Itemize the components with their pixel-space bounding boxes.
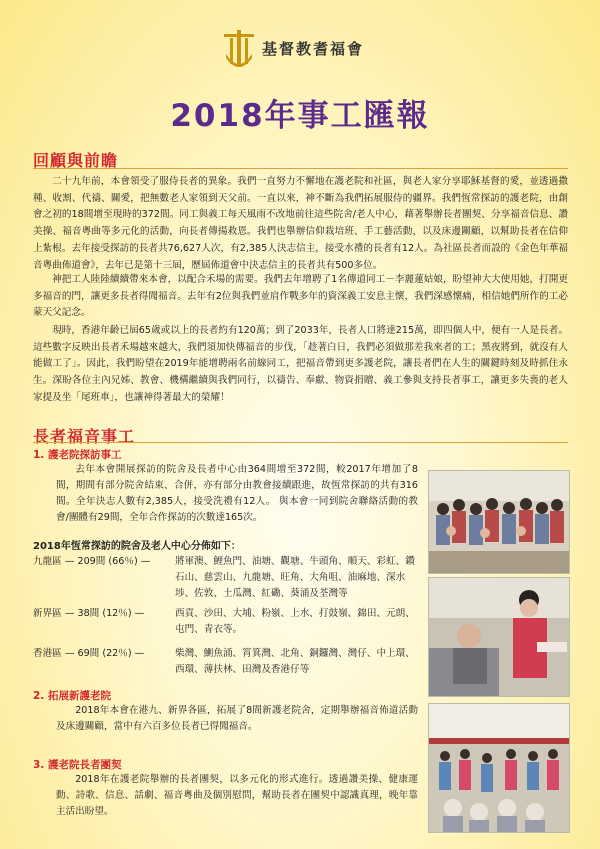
- subsection-text-3: 2018年在護老院舉辦的長者團契，以多元化的形式進行。透過讚美操、健康運動、詩歌、信息、話劇、福音粵曲及個別慰問，幫助長者在團契中認識真理，晚年靠主活出盼望。: [56, 774, 418, 817]
- region-areas: 將軍澳、鯉魚門、油塘、觀塘、牛頭角、順天、彩虹、鑽石山、慈雲山、九龍塘、旺角、大角咀、油麻地、深水埗、佐敦、土瓜灣、紅磡、葵涌及荃灣等: [175, 556, 415, 599]
- page-header: [0, 28, 600, 74]
- distribution-title: 2018年恆常探訪的院舍及老人中心分佈如下：: [33, 541, 241, 552]
- visit-photo: [428, 577, 570, 697]
- subsection-text-2: 2018年本會在港九、新界各區，拓展了8間新護老院舍，定期舉辦福音佈道活動及床邊關顧，當中有六百多位長者已得聞福音。: [56, 705, 418, 732]
- fellowship-photo: [428, 703, 570, 833]
- divider: [33, 442, 568, 443]
- review-paragraph-2: 神把工人陸陸續續帶來本會，以配合禾場的需要。我們去年增聘了1名傳道同工－李麗蓮姑娘，盼望神大大使用她，打開更多福音的門，讓更多長者得聞福音。去年有2位與我們並肩作戰多年的資深義工安息主懷，我們深感懷痛，相信她們所作的工必蒙天父記念。: [33, 274, 568, 319]
- region-label: 新界區 — 38間 (12％) —: [33, 608, 145, 619]
- region-label: 香港區 — 69間 (22％) —: [33, 648, 145, 659]
- distribution-row: [33, 606, 418, 642]
- cross-logo-icon: [222, 30, 256, 70]
- subsection-title-3: 3. 護老院長者團契: [33, 759, 122, 771]
- group-photo: [428, 470, 570, 574]
- region-areas: 西貢、沙田、大埔、粉嶺、上水、打鼓嶺、錦田、元朗、屯門、青衣等。: [175, 608, 415, 635]
- review-paragraph-1: 二十九年前，本會領受了服侍長者的異象。我們一直努力不懈地在護老院和社區，與老人家分享耶穌基督的愛，並透過撒種、收割、代禱、關愛，把無數老人家領到天父前。一直以來，神不斷為我們拓展服侍的疆界。我們恆常探訪的護老院，由創會之初的18間增至現時的372間。同工與義工每天風雨不改地前往這些院舍/老人中心，藉著舉辦長者團契、分享福音信息、讚美操、福音粵曲等多元化的活動，向長者傳揚救恩。我們也舉辦信仰栽培班、手工藝活動，以及床邊關顧，以幫助長者在信仰上紮根。去年接受探訪的長者共76,627人次，有2,385人決志信主，接受水禮的長者有12人。為社區長者而設的《金色年華福音粵曲佈道會》，去年已是第十三屆，歷屆佈道會中決志信主的長者共有500多位。: [33, 176, 568, 271]
- region-areas: 柴灣、鰂魚涌、筲箕灣、北角、銅鑼灣、灣仔、中上環、西環、薄扶林、田灣及香港仔等: [175, 648, 415, 675]
- review-heading: 回顧與前瞻: [33, 151, 119, 170]
- ministry-heading: 長者福音事工: [33, 427, 136, 446]
- distribution-row: [33, 646, 418, 682]
- page-title: 2018年事工匯報: [170, 98, 430, 134]
- divider: [33, 168, 568, 169]
- subsection-title-1: 1. 護老院探訪事工: [33, 449, 122, 461]
- subsection-title-2: 2. 拓展新護老院: [33, 690, 111, 702]
- subsection-text-1: 去年本會開展探訪的院舍及長者中心由364間增至372間，較2017年增加了8間，期間有部分院舍結束、合併，亦有部分由教會接續跟進，故恆常探訪的共有316間。全年決志人數有2,385人，接受洗禮有12人。 與本會一同到院舍聯絡活動的教會/團體有29間，全年合作探訪的次數達165次。: [56, 464, 418, 523]
- review-paragraph-3: 現時，香港年齡已屆65歲或以上的長者約有120萬；到了2033年，長者人口將達215萬，即四個人中，便有一人是長者。這些數字反映出長者禾場越來越大，我們須加快傳福音的步伐，「趁著白日，我們必須做那差我來者的工；黑夜將到，就沒有人能做工了」。因此，我們盼望在2019年能增聘兩名前線同工，把福音帶到更多護老院，讓長者們在人生的關鍵時刻及時抓住永生。深盼各位主內兄姊、教會、機構繼續與我們同行，以禱告、奉獻、物資捐贈、義工參與支持長者事工，讓更多失喪的老人家提及坐「尾班車」，也讓神得著最大的榮耀！: [33, 325, 568, 403]
- org-name: 基督教耆福會: [262, 40, 365, 58]
- distribution-row: [33, 554, 418, 606]
- region-label: 九龍區 — 209間 (66％) —: [33, 556, 151, 567]
